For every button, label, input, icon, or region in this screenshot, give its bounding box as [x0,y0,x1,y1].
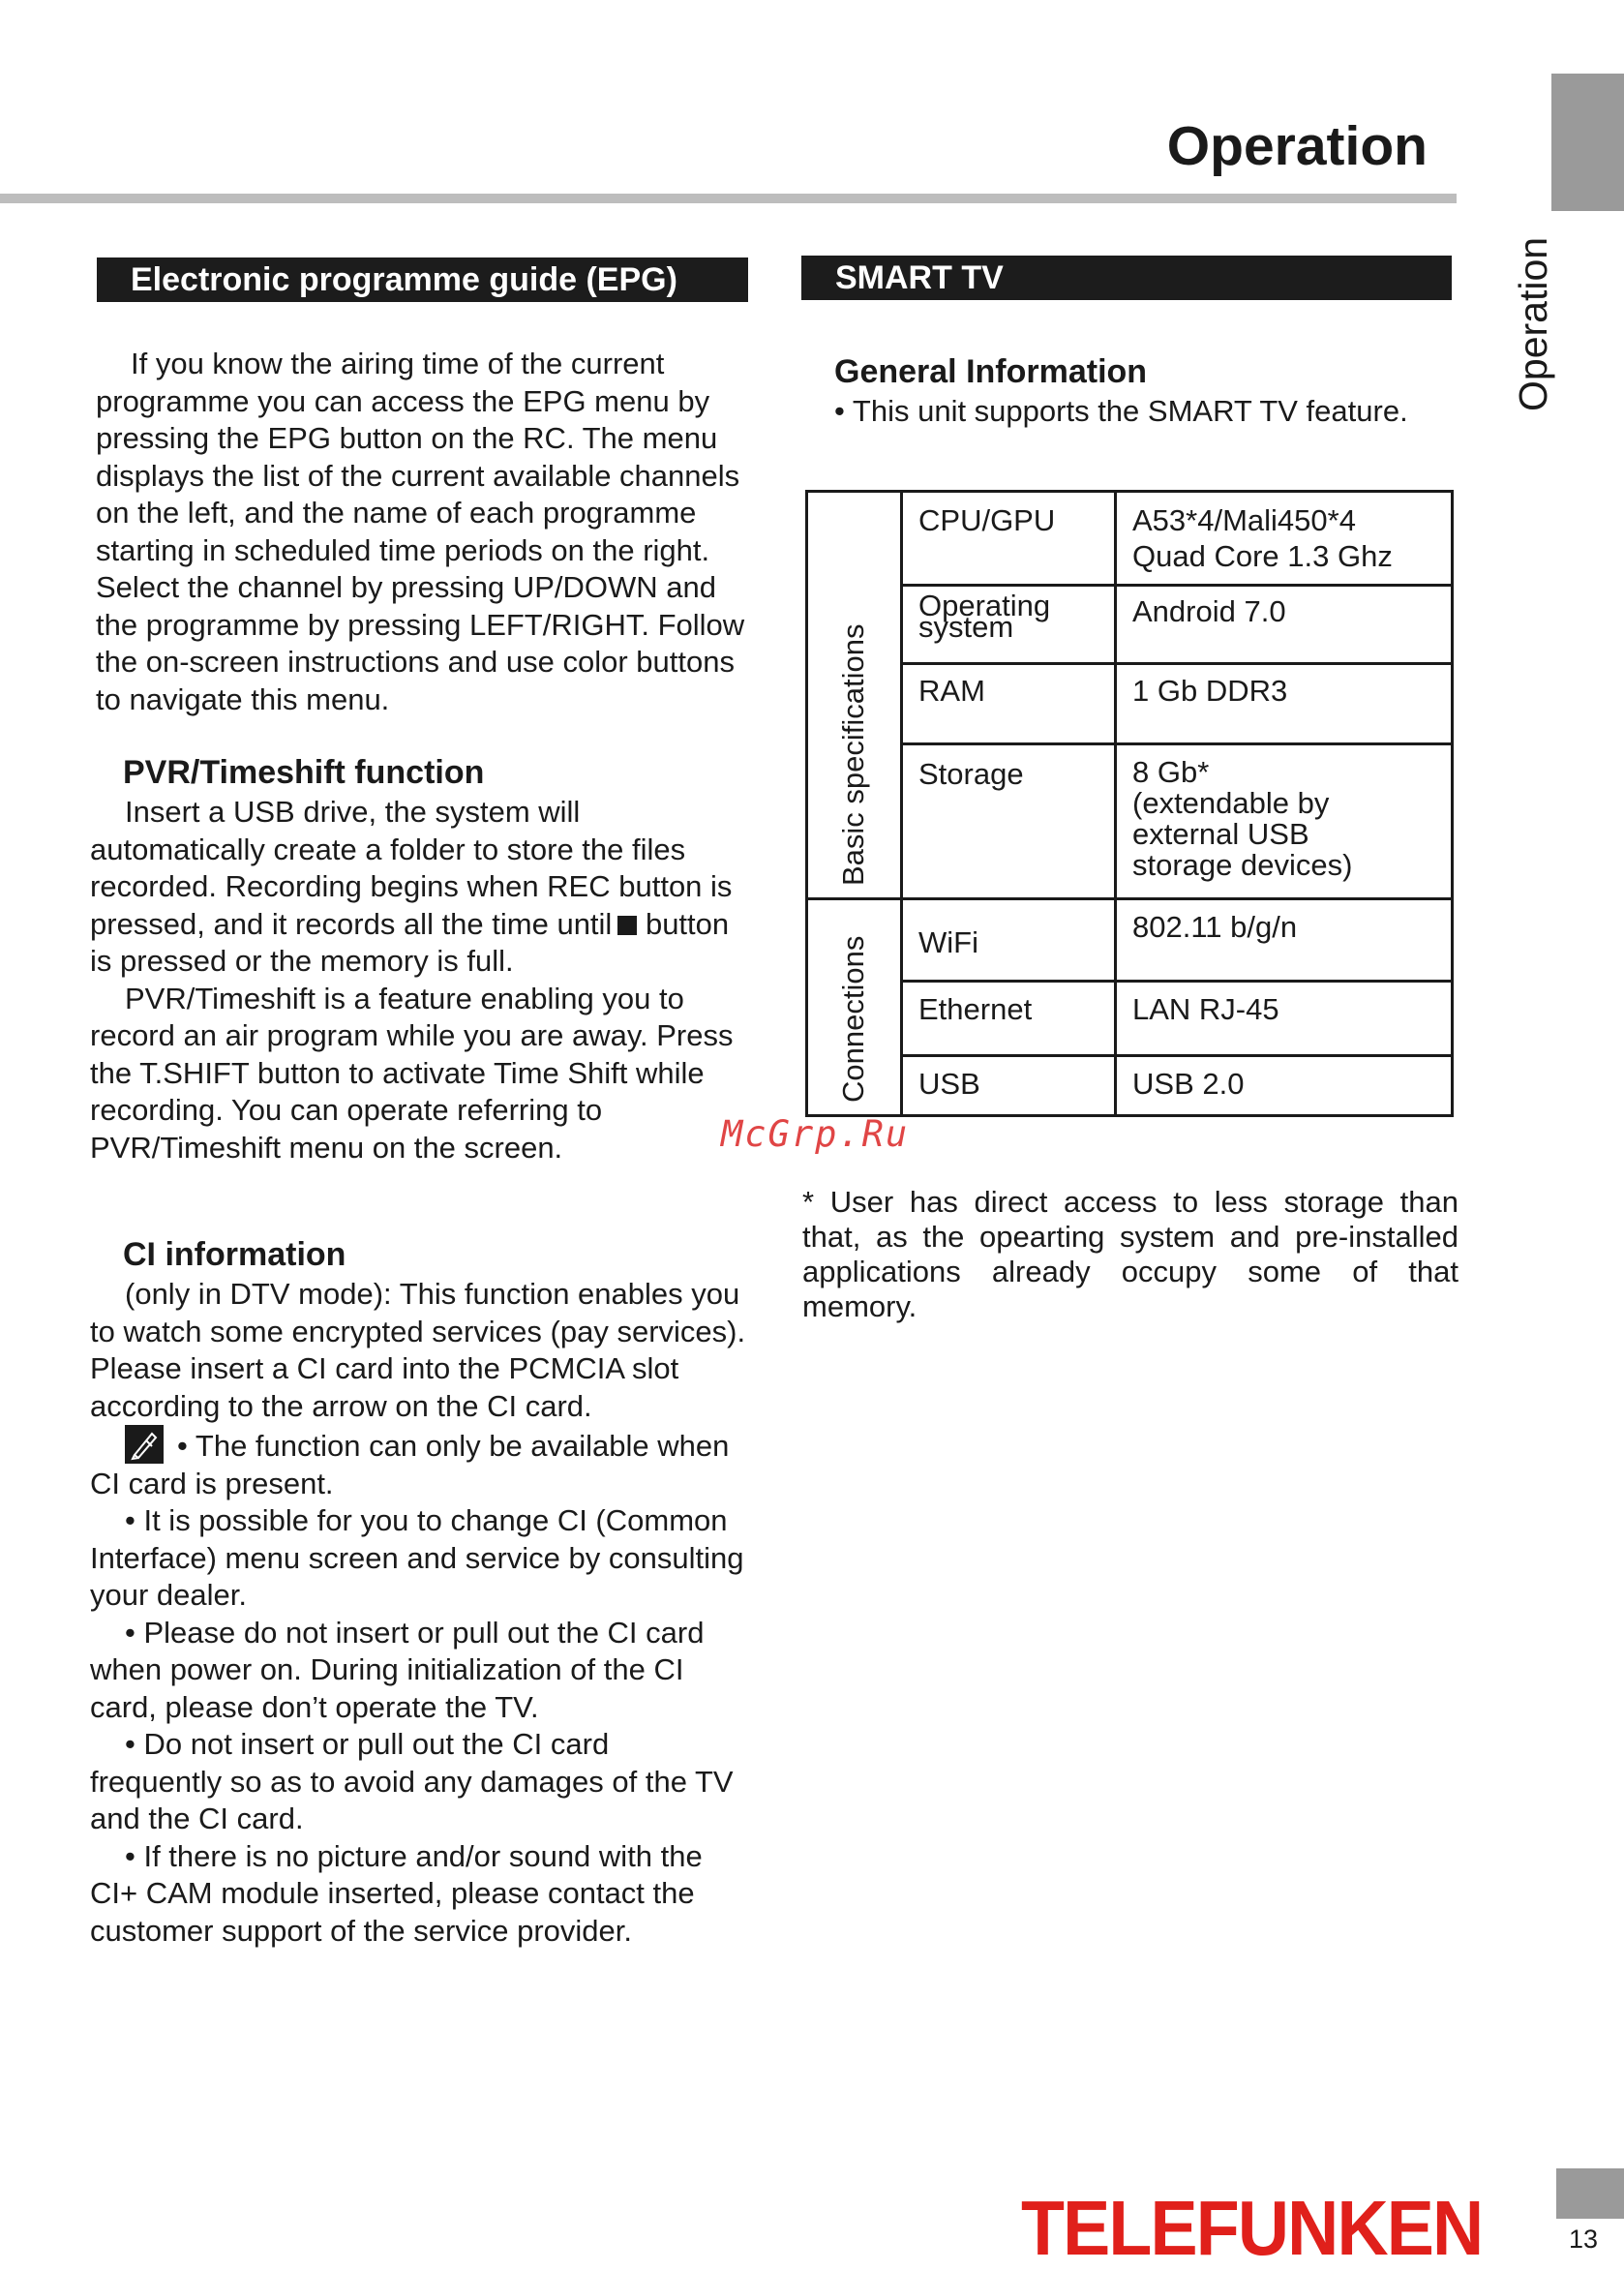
general-info-bullet: • This unit supports the SMART TV feature. [834,394,1408,428]
table-divider-h6 [900,1054,1452,1057]
ci-text [90,1276,748,1950]
ci-bullet-3: • Do not insert or pull out the CI card frequently so as to avoid any damages of the TV and the CI card. [90,1727,734,1835]
epg-paragraph-text: If you know the airing time of the current programme you can access the EPG menu by pressing the EPG button on the RC. The menu displays the list of the current available channels on the left, and the name of each programme starting in scheduled time periods on the right. Select the channel by pressing UP/DOWN and the programme by pressing LEFT/RIGHT. Follow the on-screen instructions and use color buttons to navigate this menu. [96,347,745,716]
ci-bullet-0: • The function can only be available when CI card is present. [90,1429,730,1500]
group-label-basic: Basic specifications [836,623,870,886]
page-title: Operation [1166,115,1428,177]
page-number: 13 [1568,2225,1599,2254]
pvr-heading: PVR/Timeshift function [123,754,485,791]
telefunken-logo: TELEFUNKEN [1021,2185,1483,2271]
side-label: Operation [1511,236,1555,411]
pvr-paragraph-1 [90,794,748,981]
ci-bullet-note [90,1425,748,1502]
value-ethernet: LAN RJ-45 [1132,992,1279,1026]
param-os: Operating system [918,589,1051,644]
table-divider-h1 [900,584,1452,587]
param-wifi: WiFi [918,925,978,959]
ci-heading: CI information [123,1236,346,1273]
pvr-text [90,794,748,1166]
spec-table [805,490,1454,1117]
value-wifi: 802.11 b/g/n [1132,910,1298,944]
ci-paragraph: (only in DTV mode): This function enables you to watch some encrypted services (pay services). Please insert a CI card into the PCMCIA slot according to the arrow on the CI card. [90,1277,746,1423]
table-divider-h3 [900,742,1452,745]
watermark: McGrp.Ru [721,1113,910,1155]
param-usb: USB [918,1067,980,1101]
table-divider-h5 [900,980,1452,983]
ci-bullet-1: • It is possible for you to change CI (Common Interface) menu screen and service by consulting your dealer. [90,1503,744,1612]
table-divider-h2 [900,662,1452,665]
side-tab [1551,74,1624,211]
title-rule [0,194,1457,203]
param-ram: RAM [918,674,985,708]
pvr-paragraph-2: PVR/Timeshift is a feature enabling you to record an air program while you are away. Press the T.SHIFT button to activate Time Shift while recording. You can operate referring to PVR/Timeshift menu on the screen. [90,981,734,1165]
value-os: Android 7.0 [1132,594,1286,628]
page-number-tab [1556,2168,1624,2219]
general-info-heading: General Information [834,353,1148,390]
stop-icon [617,916,637,935]
note-pen-icon [125,1425,164,1464]
ci-bullet-2: • Please do not insert or pull out the CI card when power on. During initialization of the CI card, please don’t operate the TV. [90,1615,705,1724]
group-label-connections: Connections [836,935,870,1103]
pvr-paragraph-1-a: Insert a USB drive, the system will automatically create a folder to store the files recorded. Recording begins when REC button is pressed, and it records all the time until [90,795,733,941]
ci-bullet-4: • If there is no picture and/or sound with the CI+ CAM module inserted, please contact the customer support of the service provider. [90,1838,703,1948]
storage-footnote: * User has direct access to less storage than that, as the opearting system and pre-installed applications already occupy some of that memory. [802,1185,1459,1323]
epg-section-heading: Electronic programme guide (EPG) [97,257,748,302]
table-divider-h4 [808,897,1452,900]
value-usb: USB 2.0 [1132,1067,1245,1101]
value-cpu: A53*4/Mali450*4 Quad Core 1.3 Ghz [1132,503,1393,573]
value-ram: 1 Gb DDR3 [1132,674,1288,708]
pvr-paragraph-1-b: button is pressed or the memory is full. [90,906,730,978]
param-cpu: CPU/GPU [918,503,1056,537]
param-storage: Storage [918,757,1024,791]
smart-tv-heading: SMART TV [801,256,1452,300]
epg-paragraph [96,346,764,718]
param-ethernet: Ethernet [918,992,1033,1026]
value-storage: 8 Gb* (extendable by external USB storage devices) [1132,755,1353,882]
